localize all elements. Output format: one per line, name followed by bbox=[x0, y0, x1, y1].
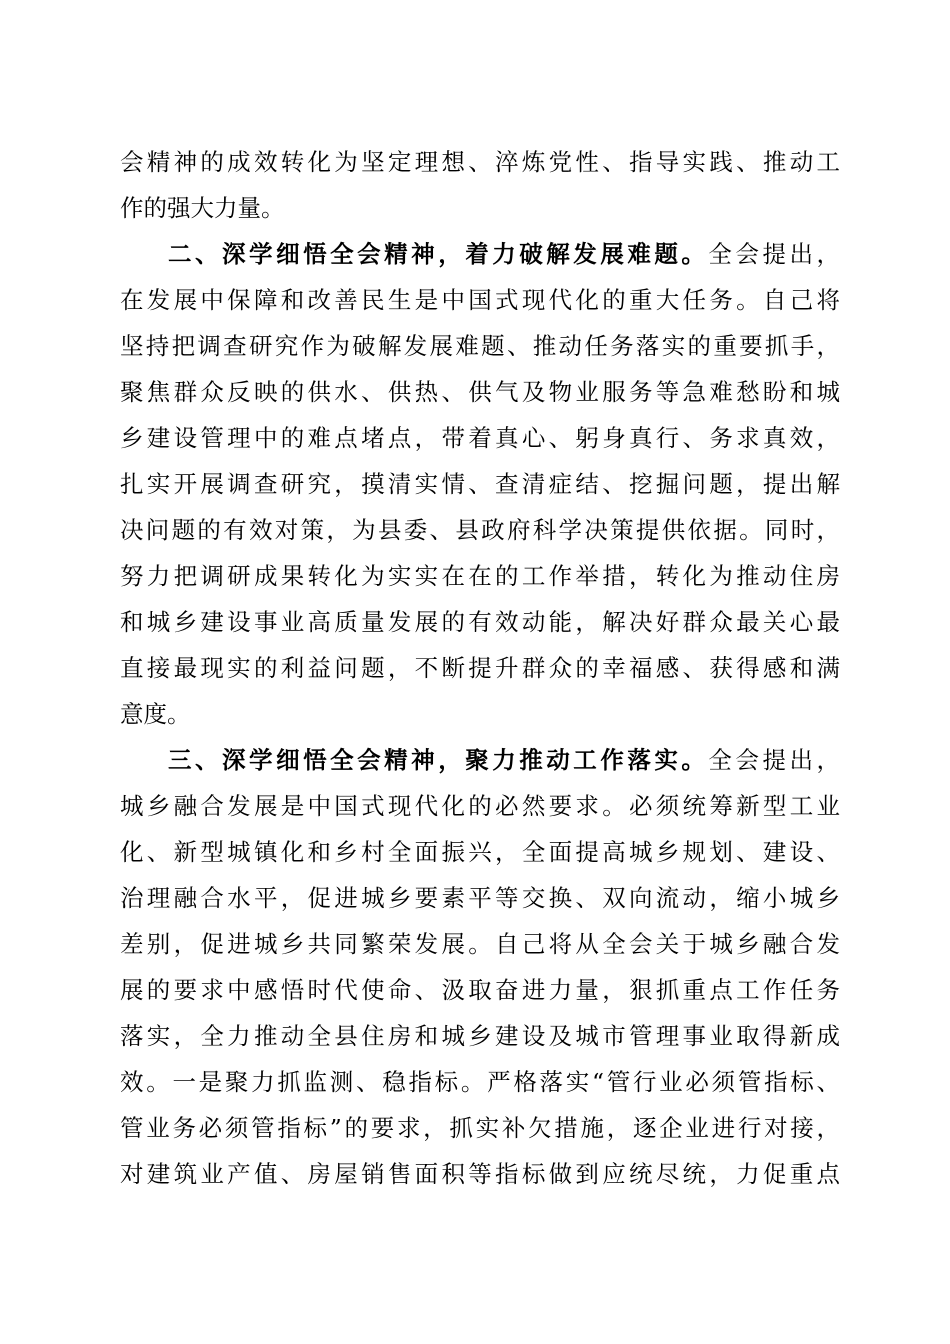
text-line: 城乡融合发展是中国式现代化的必然要求。必须统筹新型工业 bbox=[120, 792, 840, 820]
section-two-line bbox=[168, 238, 840, 270]
text-fragment: 全会提出， bbox=[708, 240, 841, 268]
text-line: 直接最现实的利益问题，不断提升群众的幸福感、获得感和满 bbox=[120, 654, 840, 682]
text-line: 乡建设管理中的难点堵点，带着真心、躬身真行、务求真效， bbox=[120, 424, 840, 452]
text-line: 在发展中保障和改善民生是中国式现代化的重大任务。自己将 bbox=[120, 286, 840, 314]
text-line: 展的要求中感悟时代使命、汲取奋进力量，狠抓重点工作任务 bbox=[120, 976, 840, 1004]
text-fragment: 全会提出， bbox=[708, 746, 841, 774]
text-line: 会精神的成效转化为坚定理想、淬炼党性、指导实践、推动工 bbox=[120, 148, 840, 176]
section-three-heading: 三、深学细悟全会精神，聚力推动工作落实。 bbox=[168, 746, 709, 774]
text-line: 努力把调研成果转化为实实在在的工作举措，转化为推动住房 bbox=[120, 562, 840, 590]
text-line: 作的强大力量。 bbox=[120, 194, 285, 222]
section-three-line bbox=[168, 744, 840, 776]
text-line: 决问题的有效对策，为县委、县政府科学决策提供依据。同时， bbox=[120, 516, 840, 544]
section-two-heading: 二、深学细悟全会精神，着力破解发展难题。 bbox=[168, 240, 709, 268]
text-line: 扎实开展调查研究，摸清实情、查清症结、挖掘问题，提出解 bbox=[120, 470, 840, 498]
text-line: 聚焦群众反映的供水、供热、供气及物业服务等急难愁盼和城 bbox=[120, 378, 840, 406]
text-line: 管业务必须管指标”的要求，抓实补欠措施，逐企业进行对接， bbox=[120, 1114, 840, 1142]
text-line: 落实，全力推动全县住房和城乡建设及城市管理事业取得新成 bbox=[120, 1022, 840, 1050]
text-line: 坚持把调查研究作为破解发展难题、推动任务落实的重要抓手， bbox=[120, 332, 840, 360]
text-line: 治理融合水平，促进城乡要素平等交换、双向流动，缩小城乡 bbox=[120, 884, 840, 912]
text-line: 意度。 bbox=[120, 700, 191, 728]
text-line: 化、新型城镇化和乡村全面振兴，全面提高城乡规划、建设、 bbox=[120, 838, 840, 866]
text-line: 差别，促进城乡共同繁荣发展。自己将从全会关于城乡融合发 bbox=[120, 930, 840, 958]
text-line: 对建筑业产值、房屋销售面积等指标做到应统尽统，力促重点 bbox=[120, 1160, 840, 1188]
text-line: 和城乡建设事业高质量发展的有效动能，解决好群众最关心最 bbox=[120, 608, 840, 636]
text-line: 效。一是聚力抓监测、稳指标。严格落实“管行业必须管指标、 bbox=[120, 1068, 840, 1096]
